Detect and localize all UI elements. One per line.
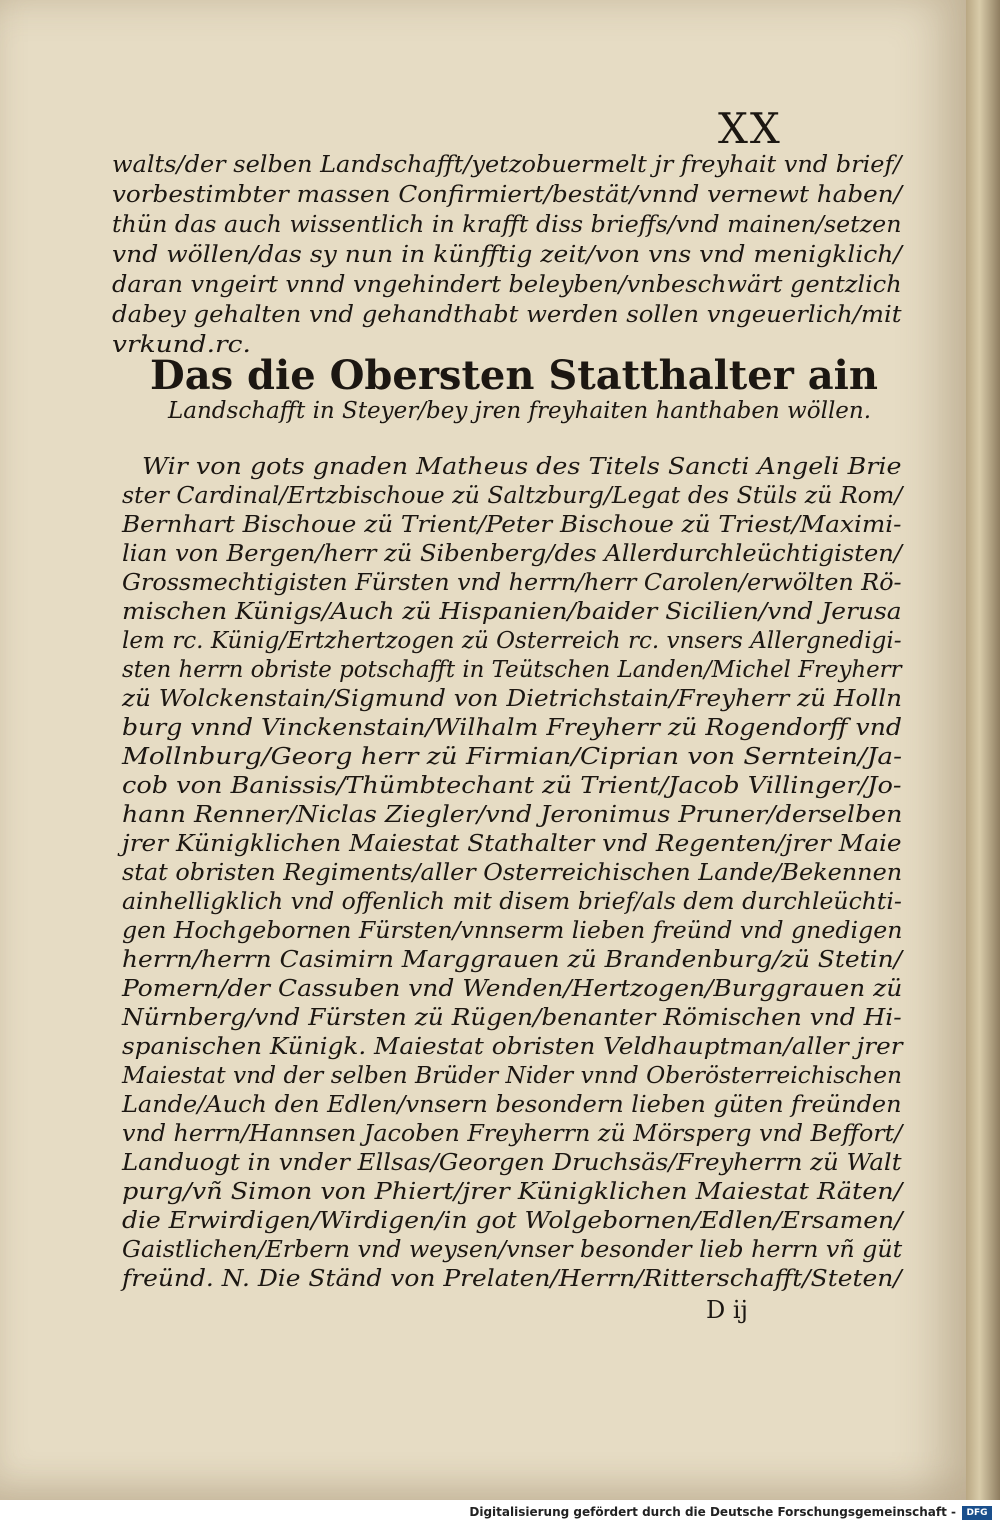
page-edge xyxy=(966,0,1000,1500)
text-line: jrer Künigklichen Maiestat Stathalter vnd Regenten/jrer Maie xyxy=(122,831,902,857)
text-line: spanischen Künigk. Maiestat obristen Veldhauptman/aller jrer xyxy=(122,1034,903,1060)
text-line: purg/vñ Simon von Phiert/jrer Künigklichen Maiestat Räten/ xyxy=(122,1179,903,1205)
text-line: Lande/Auch den Edlen/vnsern besondern lieben güten freünden xyxy=(122,1092,902,1118)
text-line: ainhelligklich vnd offenlich mit disem brief/als dem durchleüchti- xyxy=(122,889,902,915)
text-line: lian von Bergen/herr zü Sibenberg/des Allerdurchleüchtigisten/ xyxy=(122,541,902,567)
section-heading: Das die Obersten Statthalter ain xyxy=(150,352,878,399)
digitization-footer xyxy=(0,1500,1000,1526)
text-line: vrkund.rc. xyxy=(112,332,251,358)
text-line: mischen Künigs/Auch zü Hispanien/baider Sicilien/vnd Jerusa xyxy=(122,599,902,625)
footer-credit-text: Digitalisierung gefördert durch die Deutsche Forschungsgemeinschaft - xyxy=(469,1505,956,1519)
text-line: stat obristen Regiments/aller Osterreichischen Lande/Bekennen xyxy=(122,860,903,886)
text-line: Landuogt in vnder Ellsas/Georgen Druchsäs/Freyherrn zü Walt xyxy=(122,1150,902,1176)
text-line: Wir von gots gnaden Matheus des Titels Sancti Angeli Brie xyxy=(142,454,902,480)
text-line: freünd. N. Die Ständ von Prelaten/Herrn/Ritterschafft/Steten/ xyxy=(122,1266,902,1292)
text-line: dabey gehalten vnd gehandthabt werden sollen vngeuerlich/mit xyxy=(112,302,902,328)
text-line: Mollnburg/Georg herr zü Firmian/Ciprian von Serntein/Ja- xyxy=(122,744,902,770)
catchword-signature: D ij xyxy=(706,1296,748,1324)
text-line: burg vnnd Vinckenstain/Wilhalm Freyherr zü Rogendorff vnd xyxy=(122,715,903,741)
text-line: hann Renner/Niclas Ziegler/vnd Jeronimus Pruner/derselben xyxy=(122,802,903,828)
text-line: Grossmechtigisten Fürsten vnd herrn/herr Carolen/erwölten Rö- xyxy=(122,570,902,596)
text-line: daran vngeirt vnnd vngehindert beleyben/vnbeschwärt gentzlich xyxy=(112,272,902,298)
text-line: ster Cardinal/Ertzbischoue zü Saltzburg/Legat des Stüls zü Rom/ xyxy=(122,483,903,509)
text-line: cob von Banissis/Thümbtechant zü Trient/Jacob Villinger/Jo- xyxy=(122,773,902,799)
folio-number: XX xyxy=(718,104,782,153)
text-line: Gaistlichen/Erbern vnd weysen/vnser besonder lieb herrn vñ güt xyxy=(122,1237,903,1263)
text-line: die Erwirdigen/Wirdigen/in got Wolgebornen/Edlen/Ersamen/ xyxy=(122,1208,903,1234)
text-line: Bernhart Bischoue zü Trient/Peter Bischoue zü Triest/Maximi- xyxy=(122,512,902,538)
text-line: vnd wöllen/das sy nun in künfftig zeit/von vns vnd menigklich/ xyxy=(112,242,902,268)
text-line: walts/der selben Landschafft/yetzobuermelt jr freyhait vnd brief/ xyxy=(112,152,902,178)
section-subheading: Landschafft in Steyer/bey jren freyhaiten hanthaben wöllen. xyxy=(168,398,872,424)
text-line: Nürnberg/vnd Fürsten zü Rügen/benanter Römischen vnd Hi- xyxy=(122,1005,902,1031)
text-line: Maiestat vnd der selben Brüder Nider vnnd Oberösterreichischen xyxy=(122,1063,902,1089)
dfg-logo: DFG xyxy=(962,1506,992,1520)
text-line: sten herrn obriste potschafft in Teütschen Landen/Michel Freyherr xyxy=(122,657,902,683)
text-line: Pomern/der Cassuben vnd Wenden/Hertzogen/Burggrauen zü xyxy=(122,976,903,1002)
text-line: zü Wolckenstain/Sigmund von Dietrichstain/Freyherr zü Holln xyxy=(122,686,903,712)
text-line: thün das auch wissentlich in krafft diss brieffs/vnd mainen/setzen xyxy=(112,212,902,238)
text-line: lem rc. Künig/Ertzhertzogen zü Osterreich rc. vnsers Allergnedigi- xyxy=(122,628,902,654)
text-line: vorbestimbter massen Confirmiert/bestät/vnnd vernewt haben/ xyxy=(112,182,902,208)
text-line: vnd herrn/Hannsen Jacoben Freyherrn zü Mörsperg vnd Beffort/ xyxy=(122,1121,903,1147)
text-line: gen Hochgebornen Fürsten/vnnserm lieben freünd vnd gnedigen xyxy=(122,918,903,944)
text-line: herrn/herrn Casimirn Marggrauen zü Brandenburg/zü Stetin/ xyxy=(122,947,903,973)
